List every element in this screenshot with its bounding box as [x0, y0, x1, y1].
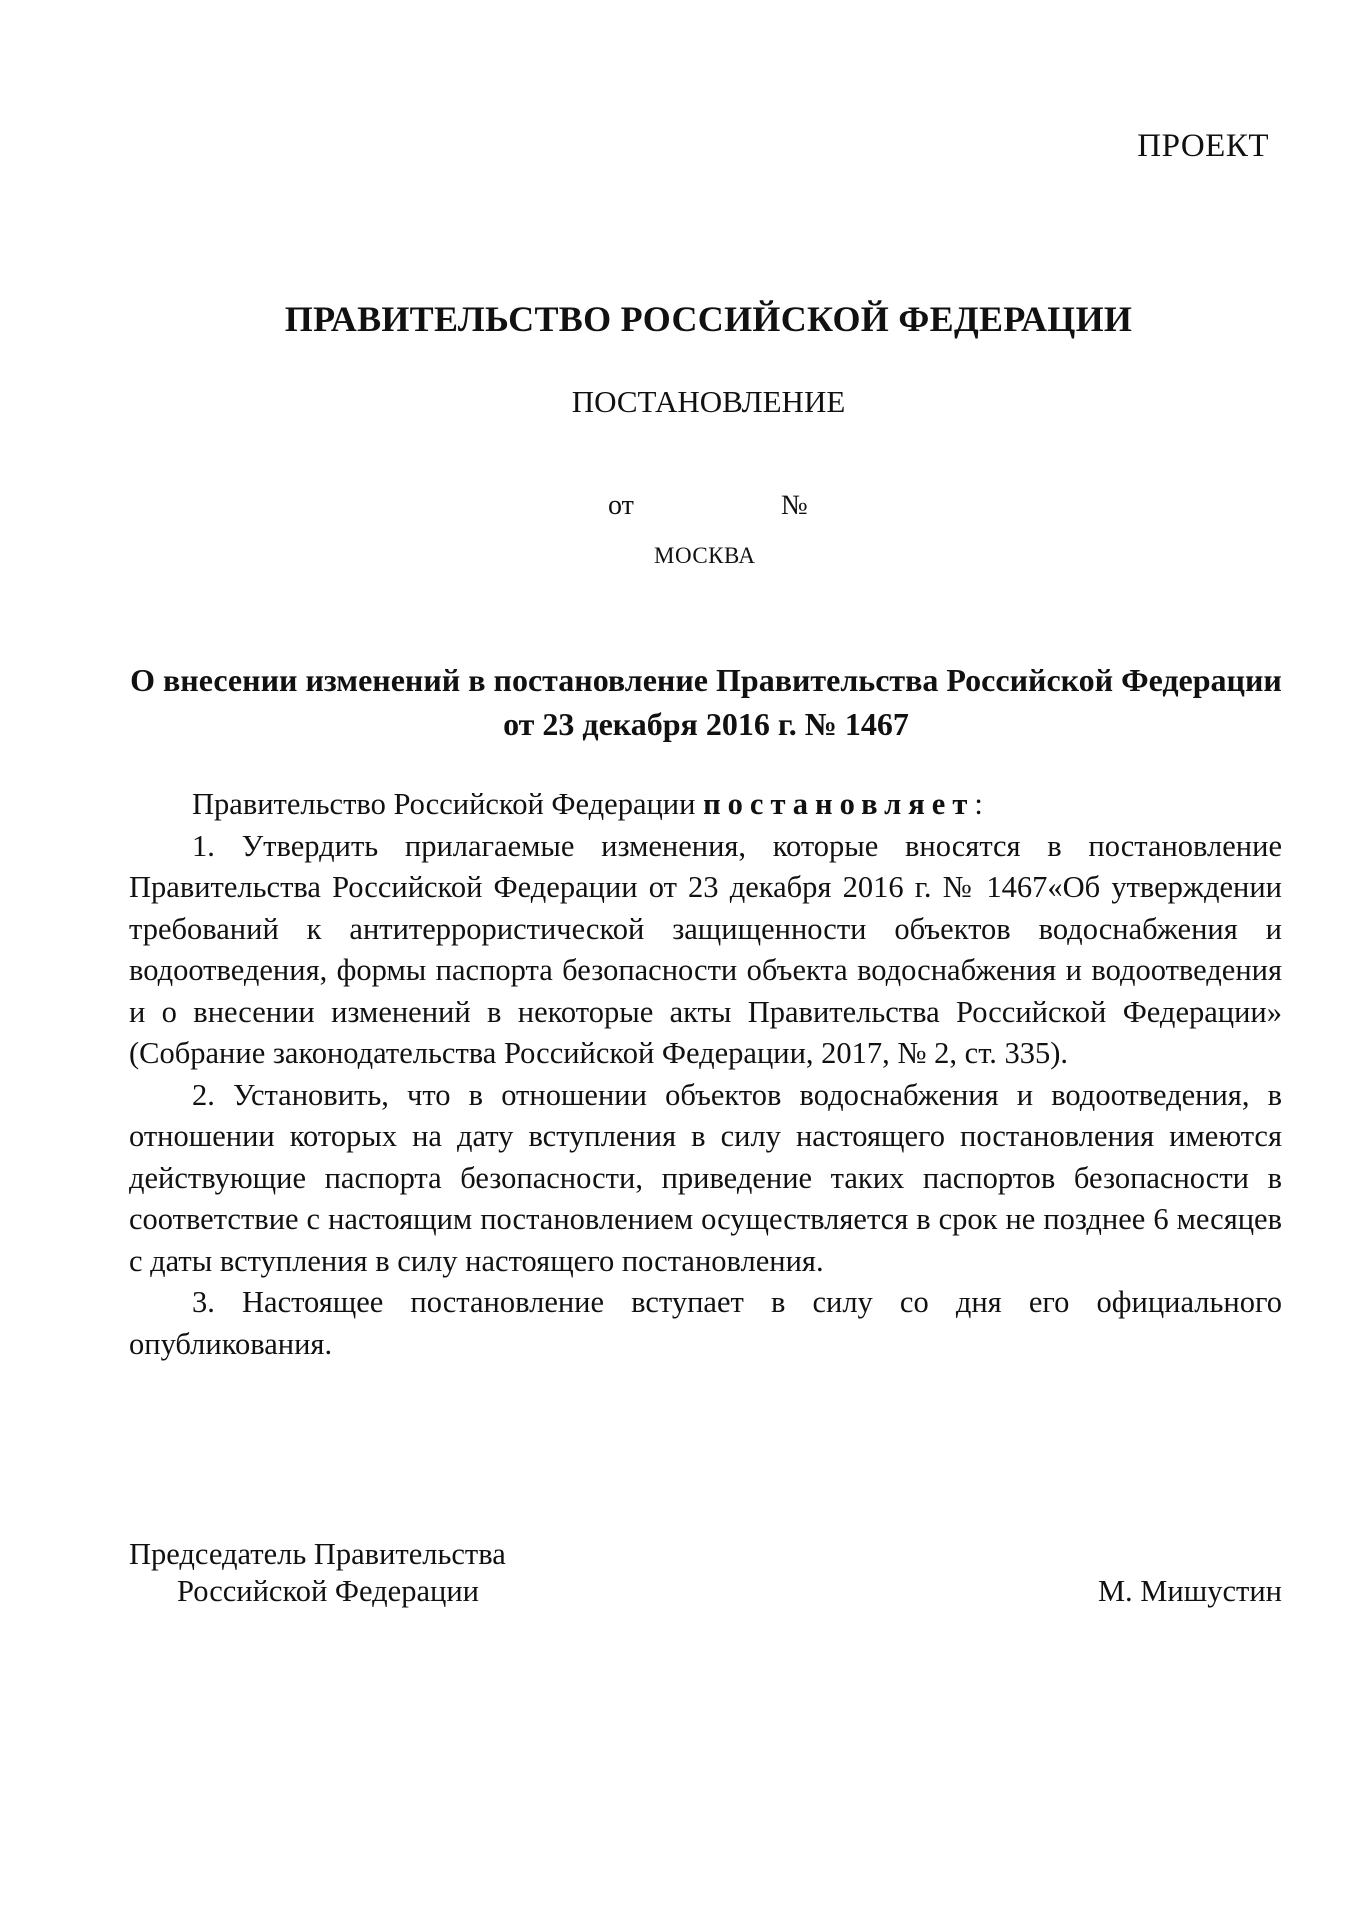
date-prefix: от [608, 490, 634, 521]
document-type: ПОСТАНОВЛЕНИЕ [571, 384, 846, 419]
signature-block [129, 1536, 1282, 1610]
number-sign: № [781, 490, 808, 521]
preamble [129, 784, 1282, 826]
authority-title: ПРАВИТЕЛЬСТВО РОССИЙСКОЙ ФЕДЕРАЦИИ [284, 299, 1133, 339]
signatory-name: М. Мишустин [1097, 1574, 1282, 1608]
preamble-text: Правительство Российской Федерации [192, 787, 704, 821]
resolves-word: постановляет [703, 787, 975, 821]
preamble-end: : [974, 787, 983, 821]
draft-stamp: ПРОЕКТ [1137, 128, 1269, 164]
subject-line-1: О внесении изменений в постановление Правительства Российской Федерации [130, 662, 1282, 698]
document-subject [130, 658, 1282, 746]
city: МОСКВА [654, 543, 756, 568]
signatory-position-line-1: Председатель Правительства [129, 1537, 506, 1571]
item-3: 3. Настоящее постановление вступает в силу со дня его официального опубликования. [129, 1285, 1282, 1361]
signatory-position-line-2: Российской Федерации [177, 1574, 479, 1608]
document-body [129, 784, 1282, 1365]
item-2: 2. Установить, что в отношении объектов водоснабжения и водоотведения, в отношении которых на дату вступления в силу настоящего постановления имеются действующие паспорта безопасности, приведение таких паспортов безопасности в соответствие с настоящим постановлением осуществляется в срок не позднее 6 месяцев с даты вступления в силу настоящего постановления. [129, 1077, 1282, 1278]
subject-line-2: от 23 декабря 2016 г. № 1467 [503, 706, 909, 742]
item-1: 1. Утвердить прилагаемые изменения, которые вносятся в постановление Правительства Российской Федерации от 23 декабря 2016 г. № 1467«Об утверждении требований к антитеррористической защищенности объектов водоснабжения и водоотведения, формы паспорта безопасности объекта водоснабжения и водоотведения и о внесении изменений в некоторые акты Правительства Российской Федерации» (Собрание законодательства Российской Федерации, 2017, № 2, ст. 335). [129, 828, 1282, 1070]
